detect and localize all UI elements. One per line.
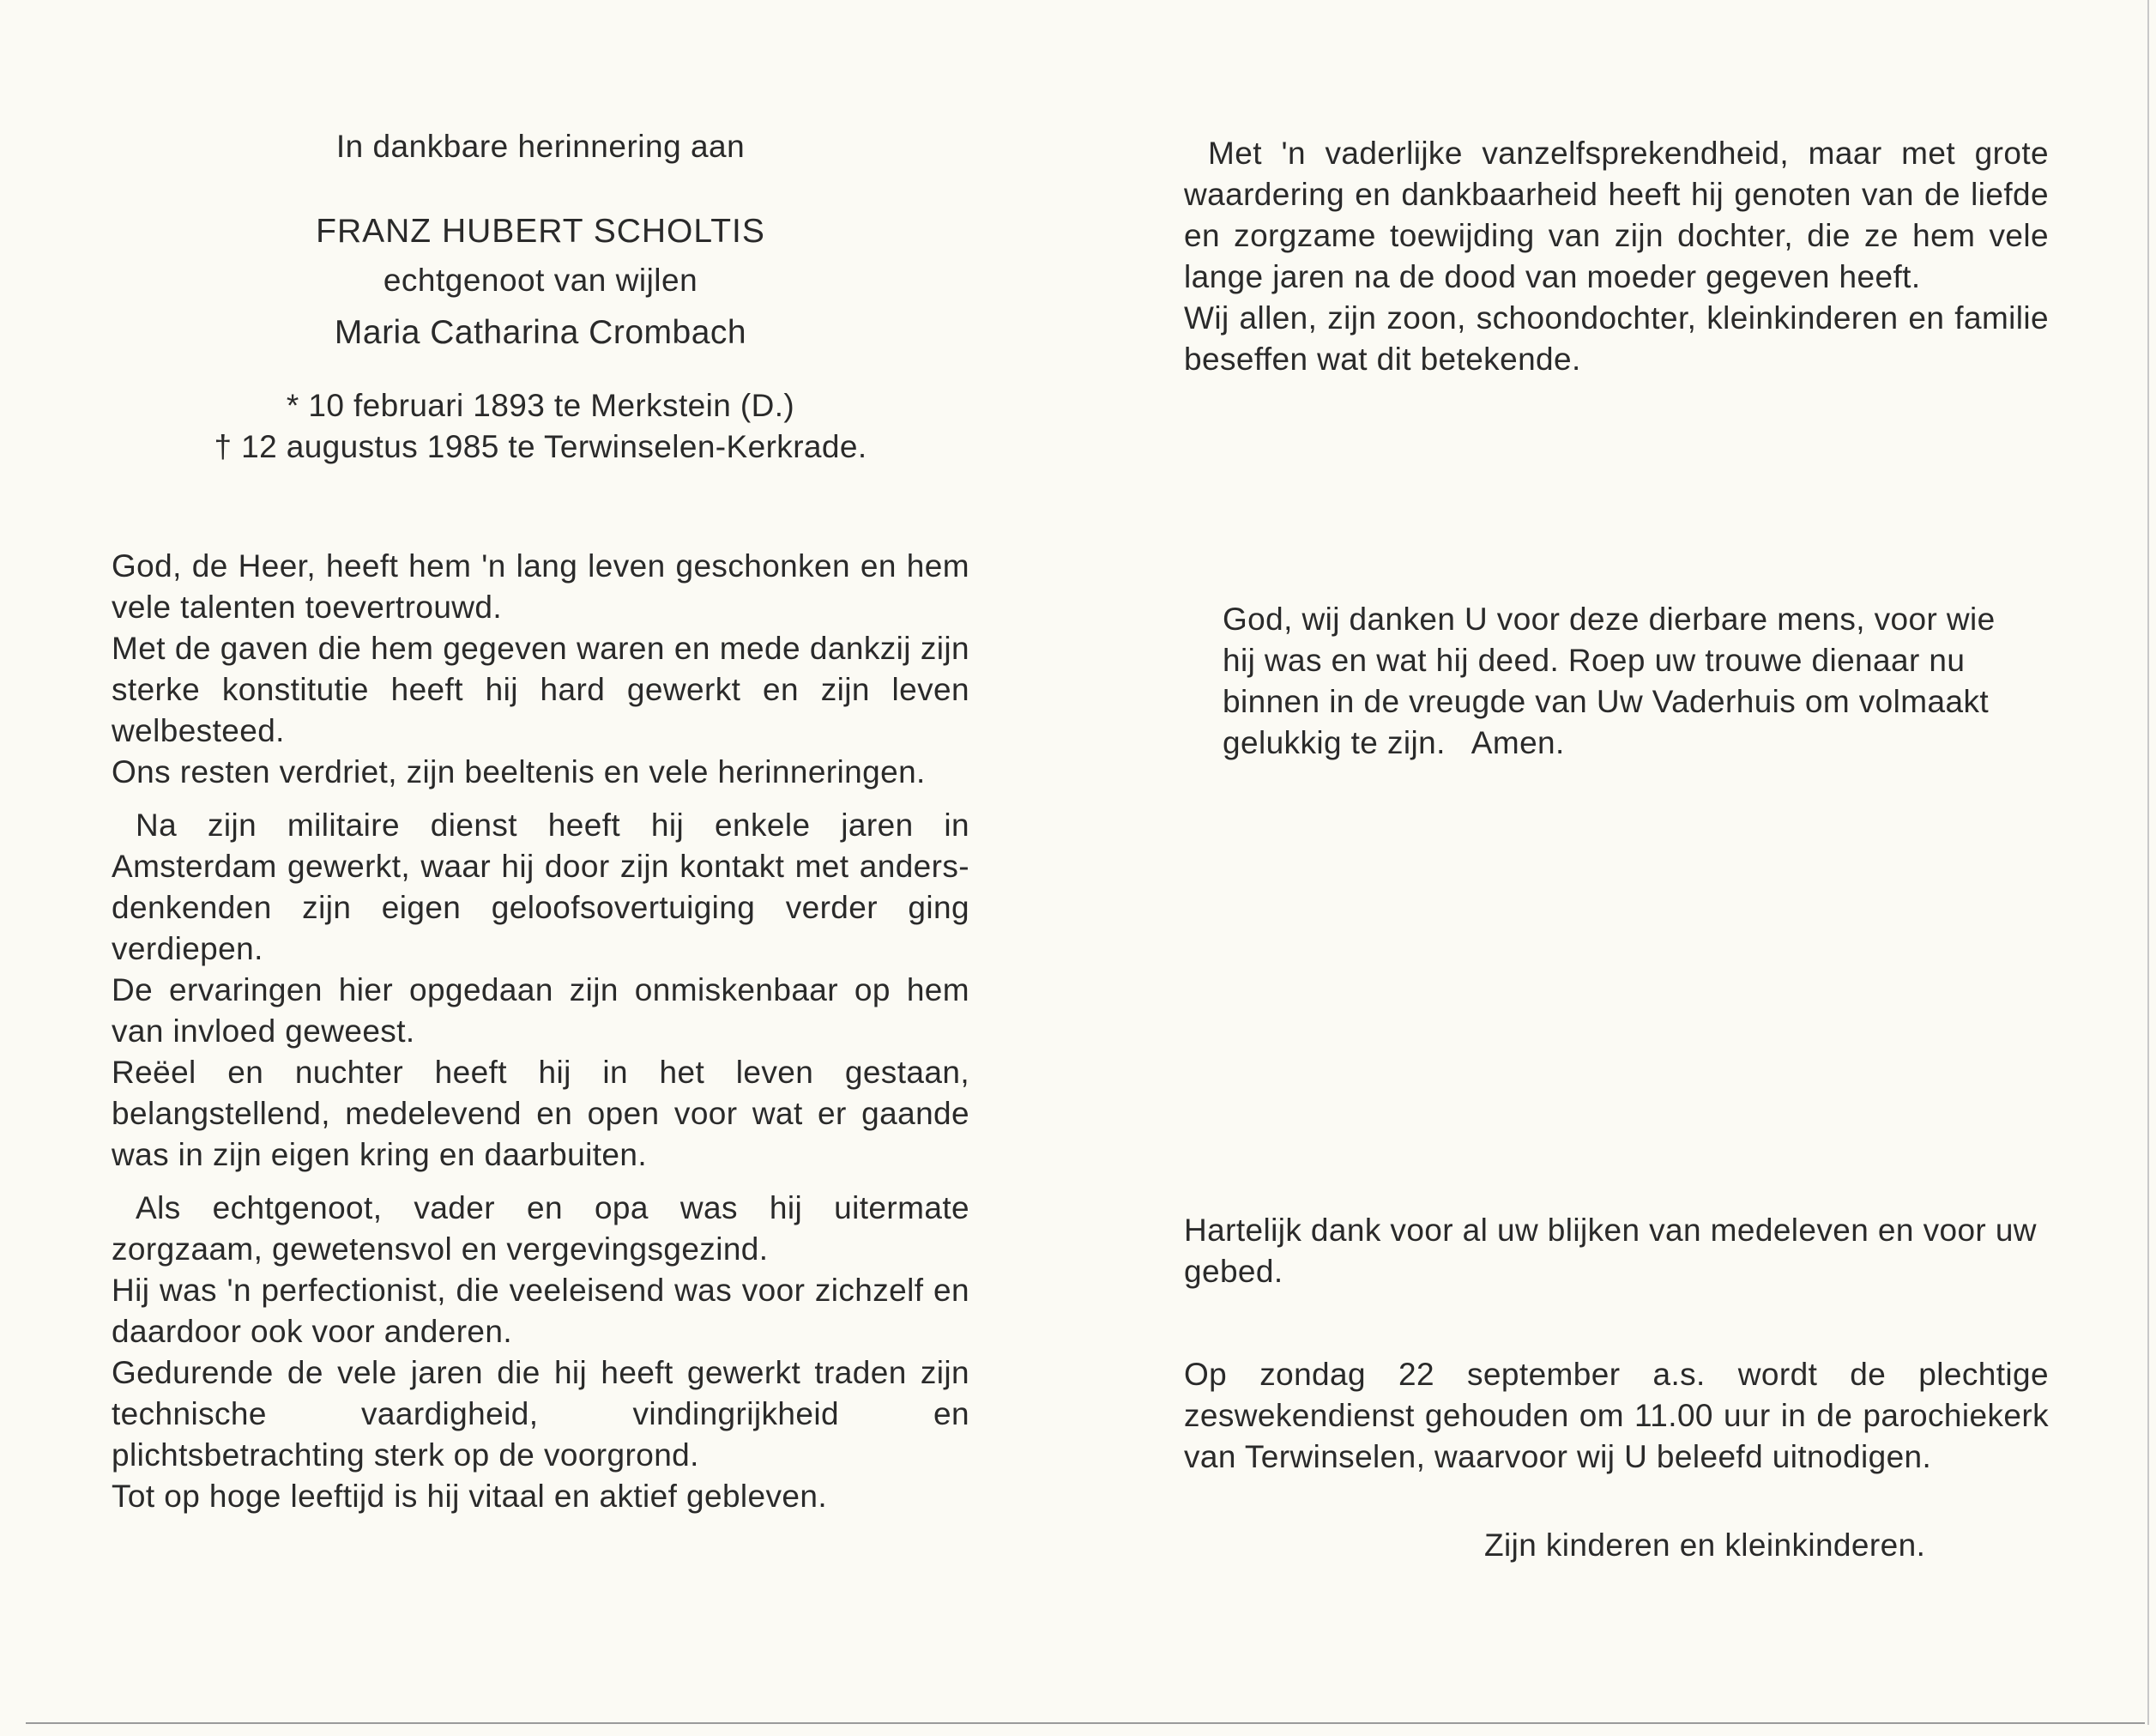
- death-line: † 12 augustus 1985 te Terwinselen-Kerkrade.: [214, 429, 867, 464]
- paragraph: Tot op hoge leeftijd is hij vitaal en aktief gebleven.: [112, 1479, 828, 1514]
- paragraph: Wij allen, zijn zoon, schoondochter, kleinkinderen en familie beseffen wat dit betekende.: [1184, 300, 2049, 377]
- paragraph: Gedurende de vele jaren die hij heeft gewerkt traden zijn technische vaardigheid, vindingrijkheid en plichtsbetrachting sterk op de voorgrond.: [112, 1355, 969, 1473]
- paragraph: Ons resten verdriet, zijn beeltenis en vele herinneringen.: [112, 754, 926, 789]
- thanks-note: Hartelijk dank voor al uw blijken van medeleven en voor uw gebed.: [1184, 1213, 2037, 1289]
- signature: Zijn kinderen en kleinkinderen.: [1484, 1527, 1926, 1563]
- service-announcement: Op zondag 22 september a.s. wordt de plechtige zeswekendienst gehouden om 11.00 uur in de parochiekerk van Terwinselen, waarvoor wij U beleefd uitnodigen.: [1184, 1357, 2049, 1474]
- intro-line: In dankbare herinnering aan: [335, 129, 746, 164]
- bottom-edge: [26, 1722, 2145, 1724]
- card-edge: [2147, 0, 2149, 1725]
- prayer-text: God, wij danken U voor deze dierbare mens, voor wie hij was en wat hij deed. Roep uw trouwe dienaar nu binnen in de vreugde van Uw Vaderhuis om volmaakt gelukkig te zijn.: [1223, 602, 1996, 760]
- deceased-name: FRANZ HUBERT SCHOLTIS: [316, 213, 765, 250]
- birth-line: * 10 februari 1893 te Merkstein (D.): [286, 388, 795, 423]
- paragraph: Hij was 'n perfectionist, die veeleisend was voor zichzelf en daardoor ook voor anderen.: [112, 1273, 969, 1349]
- paragraph: God, de Heer, heeft hem 'n lang leven geschonken en hem vele talenten toevertrouwd.: [112, 548, 969, 625]
- biography: [112, 546, 969, 1517]
- paragraph: Met 'n vaderlijke vanzelfsprekendheid, maar met grote waardering en dankbaarheid heeft hij genoten van de liefde en zorgzame toewijding van zijn dochter, die ze hem vele lange jaren na de dood van moeder gegeven heeft.: [1184, 136, 2049, 294]
- paragraph: Als echtgenoot, vader en opa was hij uitermate zorgzaam, gewetensvol en vergevingsgezind.: [112, 1190, 969, 1267]
- paragraph: Reëel en nuchter heeft hij in het leven gestaan, belangstellend, medelevend en open voor wat er gaande was in zijn eigen kring en daarbuiten.: [112, 1055, 969, 1172]
- paragraph: De ervaringen hier opgedaan zijn onmiskenbaar op hem van invloed geweest.: [112, 972, 969, 1049]
- prayer: [1223, 599, 2012, 764]
- paragraph: Na zijn militaire dienst heeft hij enkele jaren in Amsterdam gewerkt, waar hij door zijn kontakt met anders-denkenden zijn eigen geloofsovertuiging verder ging verdiepen.: [112, 808, 969, 966]
- spouse-name: Maria Catharina Crombach: [334, 314, 747, 351]
- paragraph: Met de gaven die hem gegeven waren en mede dankzij zijn sterke konstitutie heeft hij hard gewerkt en zijn leven welbesteed.: [112, 631, 969, 748]
- family-tribute: [1184, 133, 2049, 380]
- prayer-amen: Amen.: [1471, 725, 1565, 760]
- spouse-label: echtgenoot van wijlen: [383, 263, 698, 298]
